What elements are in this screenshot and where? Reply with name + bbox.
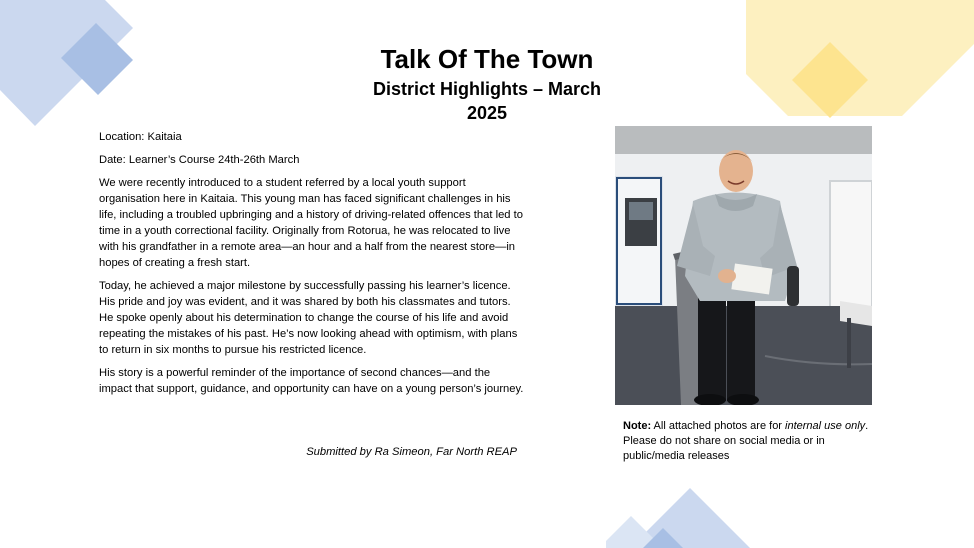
article-body	[99, 129, 524, 404]
location-line: Location: Kaitaia	[99, 131, 182, 143]
page-title: Talk Of The Town	[380, 44, 594, 74]
story-paragraph-2: Today, he achieved a major milestone by successfully passing his learner’s licence. His pride and joy was evident, and it was shared by both his classmates and tutors. He spoke openly about his determination to change the course of his life and avoid repeating the mistakes of his past. He’s now looking ahead with optimism, with plans to return in six months to pursue his restricted licence.	[99, 280, 518, 356]
subtitle-line-1: District Highlights – March	[372, 79, 602, 99]
story-paragraph-1: We were recently introduced to a student referred by a local youth support organisation here in Kaitaia. This young man has faced significant challenges in his life, including a troubled upbringing and a history of driving-related offences that led to time in a youth correctional facility. Originally from Rotorua, he was relocated to live with his grandfather in a remote area—an hour and a half from the nearest store—in hopes of creating a fresh start.	[99, 177, 523, 269]
photo-usage-note	[623, 419, 873, 464]
page-subtitle	[0, 77, 974, 125]
story-paragraph-3: His story is a powerful reminder of the importance of second chances—and the impact that support, guidance, and opportunity can have on a young person’s journey.	[99, 367, 524, 395]
subtitle-line-2: 2025	[466, 103, 508, 123]
student-photo	[615, 126, 872, 405]
note-emphasis: internal use only	[785, 420, 866, 432]
bottom-decoration	[606, 488, 766, 548]
note-label: Note:	[623, 420, 652, 432]
date-line: Date: Learner’s Course 24th-26th March	[99, 154, 300, 166]
submitted-by: Submitted by Ra Simeon, Far North REAP	[306, 446, 517, 458]
photo-illustration	[615, 126, 872, 405]
note-text-before: All attached photos are for	[651, 420, 786, 432]
note-text-after: . Please do not share on social media or in public/media releases	[623, 420, 869, 462]
